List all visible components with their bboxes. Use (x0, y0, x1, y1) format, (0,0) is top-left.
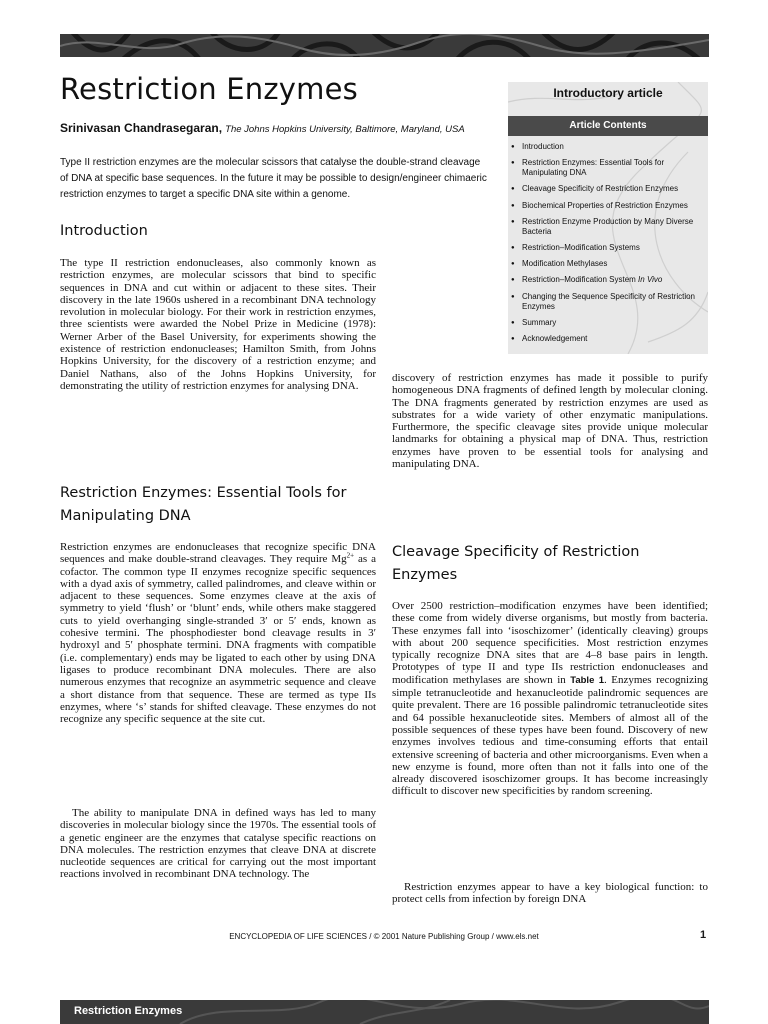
footer-citation: ENCYCLOPEDIA OF LIFE SCIENCES / © 2001 Nature Publishing Group / www.els.net (229, 932, 539, 941)
bottom-decorative-band (60, 1000, 709, 1024)
essential-tools-heading: Restriction Enzymes: Essential Tools for Manipulating DNA (60, 485, 347, 524)
article-contents-box (508, 82, 708, 354)
contents-item[interactable]: ● Restriction–Modification System In Vivo (508, 275, 708, 285)
contents-item[interactable]: ● Biochemical Properties of Restriction Enzymes (508, 201, 708, 211)
author-affiliation: The Johns Hopkins University, Baltimore, Maryland, USA (225, 124, 465, 135)
contents-item[interactable]: ● Modification Methylases (508, 259, 708, 269)
abstract: Type II restriction enzymes are the molecular scissors that catalyse the double-strand cleavage of DNA at specific base sequences. In the future it may be possible to design/engineer chimaeric restriction enzymes to target a specific DNA site within a genome. (60, 157, 487, 200)
introduction-heading: Introduction (60, 223, 148, 239)
cleavage-paragraph-2: Restriction enzymes appear to have a key biological function: to protect cells from infection by foreign DNA (392, 881, 708, 906)
author-line (60, 121, 465, 135)
introductory-article-label: Introductory article (553, 86, 663, 100)
contents-list (508, 142, 708, 350)
right-column-continuation: discovery of restriction enzymes has made it possible to purify homogeneous DNA fragments of defined length by molecular cloning. The DNA fragments generated by restriction enzymes are used as substrates for a wide variety of other enzymatic manipulations. Furthermore, the specific cleavage sites provide unique molecular landmarks for obtaining a physical map of DNA. Thus, restriction enzymes have proven to be essential tools for analysing and manipulating DNA. (392, 372, 708, 471)
article-title: Restriction Enzymes (60, 72, 358, 106)
article-contents-header: Article Contents (508, 116, 708, 136)
author-name: Srinivasan Chandrasegaran, (60, 121, 223, 135)
cleavage-specificity-heading: Cleavage Specificity of Restriction Enzymes (392, 544, 640, 583)
contents-item[interactable]: ● Introduction (508, 142, 708, 152)
introduction-paragraph: The type II restriction endonucleases, also commonly known as restriction enzymes, are molecular scissors that bind to specific sequences in DNA and cut within or adjacent to these sites. Their discovery in the late 1960s ushered in a recombinant DNA technology revolution in molecular biology. For their work in restriction enzymes, three scientists were awarded the Nobel Prize in Medicine (1978): Werner Arber of the Basel University, for experiments showing the existence of restriction endonucleases; Hamilton Smith, from Johns Hopkins University, for the discovery of a restriction enzyme; and Daniel Nathans, also of the Johns Hopkins University, for demonstrating the utility of restriction enzymes for analysing DNA. (60, 257, 376, 392)
running-title: Restriction Enzymes (74, 1005, 183, 1017)
contents-item[interactable]: ● Acknowledgement (508, 334, 708, 344)
contents-item[interactable]: ● Restriction Enzyme Production by Many Diverse Bacteria (508, 217, 708, 237)
table-1-link[interactable]: Table 1 (570, 674, 605, 686)
swirl-pattern-icon (60, 34, 709, 57)
essential-tools-paragraph-2: The ability to manipulate DNA in defined ways has led to many discoveries in molecular biology since the 1970s. The essential tools of a genetic engineer are the enzymes that catalyse specific reactions on DNA molecules. The restriction enzymes that cleave DNA at discrete nucleotide sequences are critical for carrying out the most important reactions involved in recombinant DNA technology. The (60, 807, 376, 881)
contents-item[interactable]: ● Restriction–Modification Systems (508, 243, 708, 253)
page-number: 1 (700, 929, 707, 941)
contents-item[interactable]: ● Summary (508, 318, 708, 328)
contents-item[interactable]: ● Cleavage Specificity of Restriction Enzymes (508, 184, 708, 194)
contents-item[interactable]: ● Changing the Sequence Specificity of Restriction Enzymes (508, 292, 708, 312)
top-decorative-band (60, 34, 709, 57)
cleavage-paragraph-1: Over 2500 restriction–modification enzymes have been identified; these come from widely diverse organisms, but mostly from bacteria. These enzymes fall into ‘isoschizomer’ (identically cleaving) groups with about 200 sequence specificities. Most restriction enzymes typically recognize DNA sites that are 4–8 base pairs in length. Prototypes of type II and type IIs restriction endonucleases and modification methylases are shown in Table 1. Enzymes recognizing simple tetranucleotide and hexanucleotide palindromic sequences are quite prevalent. There are 16 possible palindromic tetranucleotide sites and 64 possible hexanucleotide sites. Members of almost all of the possible sequences of these types have been found. Discovery of new enzymes involves tedious and time-consuming efforts that entail extensive screening of bacteria and other microorganisms. Even when a new enzyme is found, more often than not it falls into one of the already discovered isoschizomer groups. It has become increasingly difficult to discover new specificities by random screening. (392, 600, 709, 798)
essential-tools-paragraph-1: Restriction enzymes are endonucleases that recognize specific DNA sequences and make double-strand cleavages. They require $Mg^{2+}$ as a cofactor. The common type II enzymes recognize specific sequences with a dyad axis of symmetry, called palindromes, and cleave within or adjacent to these sequences. Some enzymes cleave at the axis of symmetry to yield ‘flush’ or ‘blunt’ ends, while others make staggered cuts to yield overhanging single-stranded 3′ or 5′ ends, known as cohesive termini. The phosphodiester bond cleavage results in 3′ hydroxyl and 5′ phosphate termini. DNA fragments with compatible (i.e. complementary) ends may be ligated to each other by using DNA ligases to produce recombinant DNA molecules. There are also numerous enzymes that recognize an asymmetric sequence and cleave a short distance from that sequence. These are termed as type IIs enzymes, where ‘s’ stands for shifted cleavage. These enzymes do not recognize any specific sequence at the site cut. (60, 541, 377, 726)
contents-item[interactable]: ● Restriction Enzymes: Essential Tools for Manipulating DNA (508, 158, 708, 178)
